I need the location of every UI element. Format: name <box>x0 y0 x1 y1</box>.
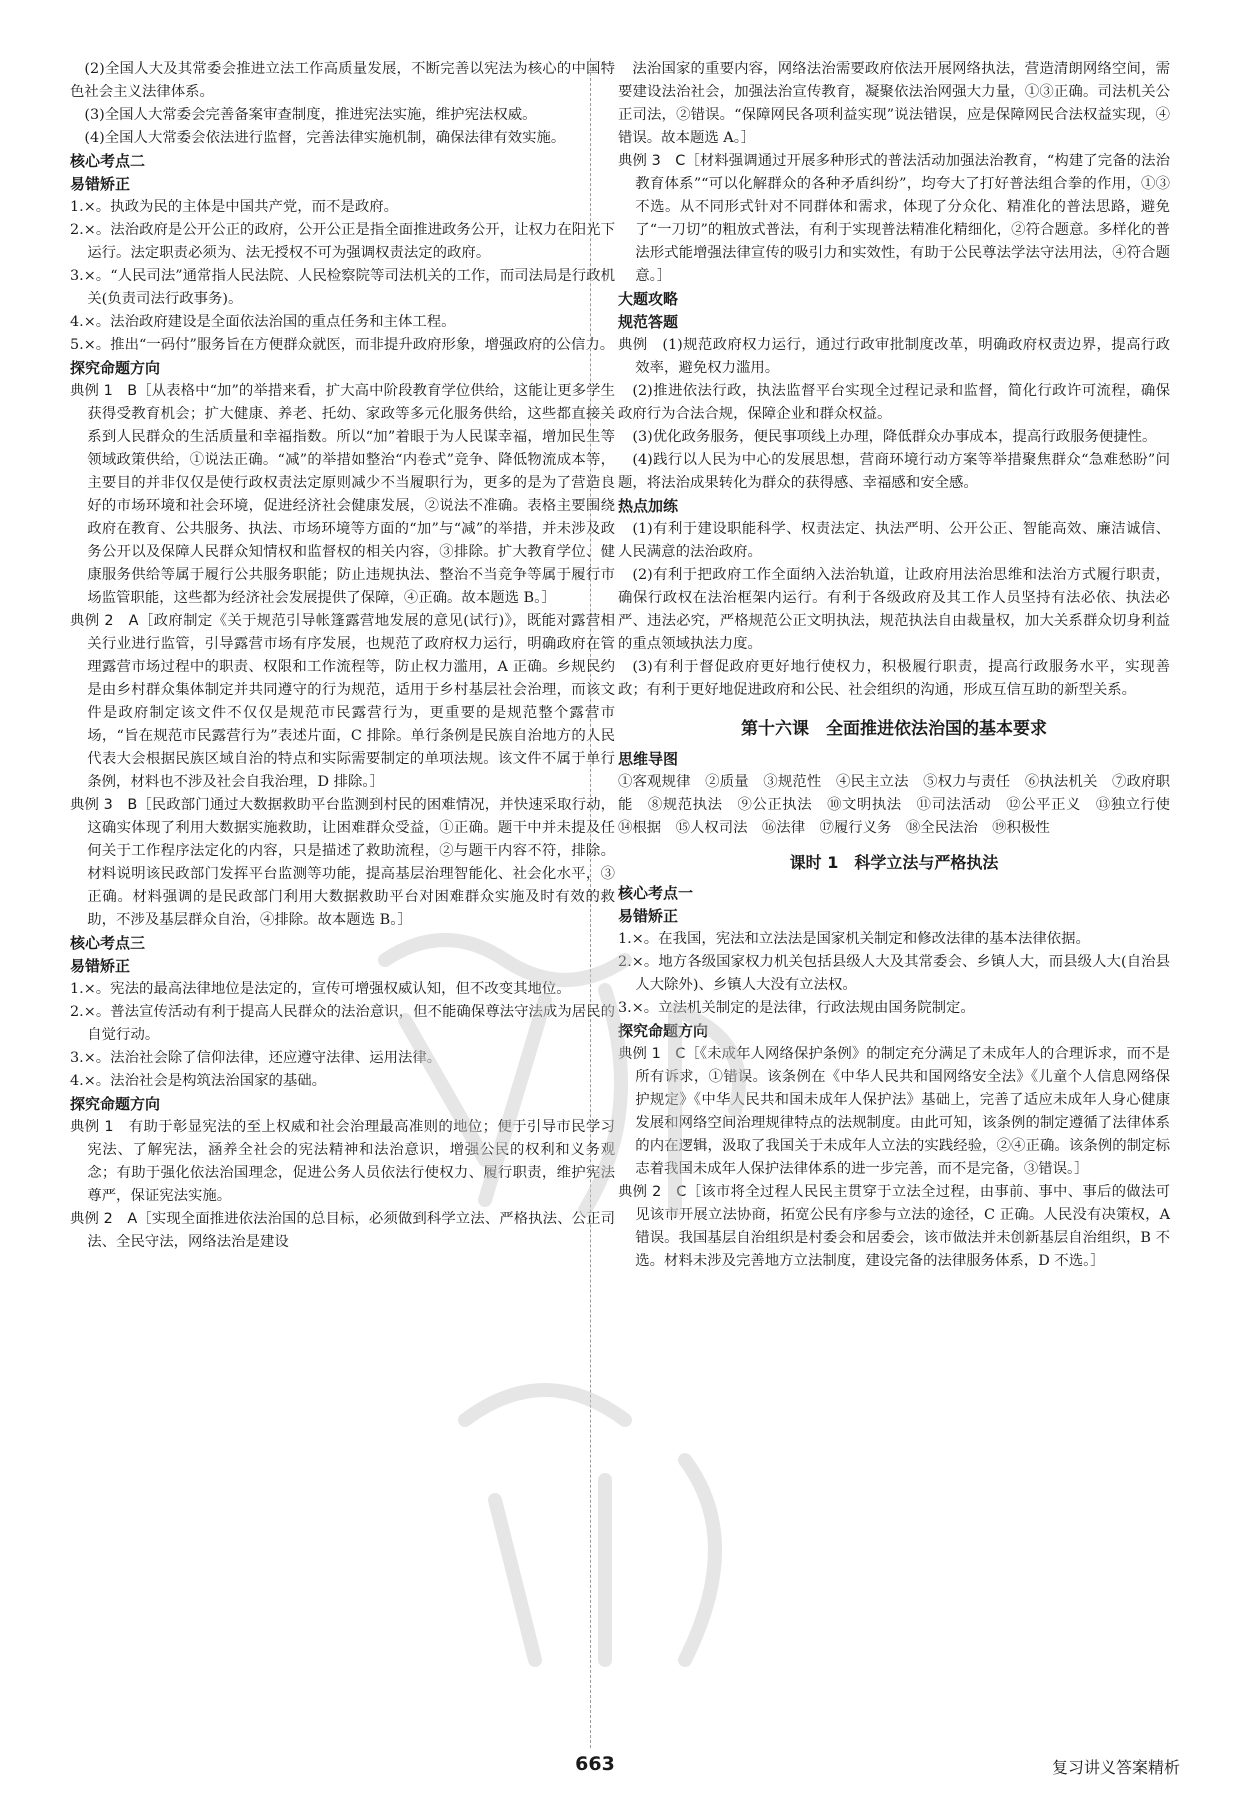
example-text: ［从表格中“加”的举措来看，扩大高中阶段教育学位供给，这能让更多学生获得受教育机会；扩大健康、养老、托幼、家政等多元化服务供给，这些都直接关系到人民群众的生活质量和幸福指数。所以“加”着眼于为人民谋幸福，增加民生等领域政策供给，①说法正确。“减”的举措如整治“内卷式”竞争、降低物流成本等，主要目的并非仅仅是使行政权责法定原则减少不当履职行为，更多的是为了营造良好的市场环境和社会环境，促进经济社会健康发展，②说法不准确。表格主要围绕政府在教育、公共服务、执法、市场环境等方面的“加”与“减”的举措，并未涉及政务公开以及保障人民群众知情权和监督权的相关内容，③排除。扩大教育学位、健康服务供给等属于履行公共服务职能；防止违规执法、整治不当竞争等属于履行市场监管职能，这些都为经济社会发展提供了保障，④正确。故本题选 B。］ <box>87 383 616 606</box>
example-text: ［该市将全过程人民民主贯穿于立法全过程，由事前、事中、事后的做法可见该市开展立法协商，拓宽公民有序参与立法的途径，C 正确。人民没有决策权，A 错误。我国基层自治组织是村委会和居委会，该市做法并未创新基层自治组织，B 不选。材料未涉及完善地方立法制度，建设完备的法律服务体系，D 不选。］ <box>635 1184 1170 1269</box>
list-item: 3.×。立法机关制定的是法律，行政法规由国务院制定。 <box>618 1000 975 1016</box>
example-text: ［政府制定《关于规范引导帐篷露营地发展的意见(试行)》，既能对露营相关行业进行监管，引导露营市场有序发展，也规范了政府权力运行，明确政府在管理露营市场过程中的职责、权限和工作流程等，防止权力滥用，A 正确。乡规民约是由乡村群众集体制定并共同遵守的行为规范，适用于乡村基层社会治理，而该文件是政府制定该文件不仅仅是规范市民露营行为，更重要的是规范整个露营市场，“旨在规范市民露营行为”表述片面，C 排除。单行条例是民族自治地方的人民代表大会根据民族区域自治的特点和实际需要制定的单项法规。该文件不属于单行条例，材料也不涉及社会自我治理，D 排除。］ <box>87 613 616 790</box>
list-item: 2.×。法治政府是公开公正的政府，公开公正是指全面推进政务公开，让权力在阳光下运行。法定职责必须为、法无授权不可为强调权责法定的政府。 <box>70 222 615 261</box>
list-item: 2.×。普法宣传活动有利于提高人民群众的法治意识，但不能确保尊法守法成为居民的自觉行动。 <box>70 1004 615 1043</box>
example-label: 典例 2 A <box>70 1211 138 1227</box>
right-column <box>618 58 1185 1273</box>
example-label: 典例 1 C <box>618 1046 686 1062</box>
section-heading: 核心考点一 <box>618 884 694 902</box>
example-label: 典例 2 A <box>70 613 139 629</box>
paragraph: (2)全国人大及其常委会推进立法工作高质量发展，不断完善以宪法为核心的中国特色社会主义法律体系。 <box>70 61 615 100</box>
subsection-heading: 探究命题方向 <box>618 1022 709 1040</box>
example-answer <box>70 380 615 610</box>
subsection-heading: 易错矫正 <box>618 907 679 925</box>
mind-map-answers: ①客观规律 ②质量 ③规范性 ④民主立法 ⑤权力与责任 ⑥执法机关 ⑦政府职能 ⑧规范执法 ⑨公正执法 ⑩文明执法 ⑪司法活动 ⑫公平正义 ⑬独立行使 ⑭根据 ⑮人权司法 ⑯法律 ⑰履行义务 ⑱全民法治 ⑲积极性 <box>618 774 1185 836</box>
section-heading: 核心考点二 <box>70 152 146 170</box>
example-label: 典例 2 C <box>618 1184 687 1200</box>
list-item: 4.×。法治政府建设是全面依法治国的重点任务和主体工程。 <box>70 314 456 330</box>
example-answer <box>618 334 1170 380</box>
paragraph: (1)有利于建设职能科学、权责法定、执法严明、公开公正、智能高效、廉洁诚信、人民满意的法治政府。 <box>618 521 1170 560</box>
example-text: ［实现全面推进依法治国的总目标，必须做到科学立法、严格执法、公正司法、全民守法，网络法治是建设 <box>87 1211 615 1250</box>
example-text: 有助于彰显宪法的至上权威和社会治理最高准则的地位；便于引导市民学习宪法、了解宪法，涵养全社会的宪法精神和法治意识，增强公民的权利和义务观念；有助于强化依法治国理念，促进公务人员依法行使权力、履行职责，维护宪法尊严，保证宪法实施。 <box>87 1119 615 1204</box>
paragraph: (2)推进依法行政，执法监督平台实现全过程记录和监督，简化行政许可流程，确保政府行为合法合规，保障企业和群众权益。 <box>618 383 1170 422</box>
list-item: 5.×。推出“一码付”服务旨在方便群众就医，而非提升政府形象，增强政府的公信力。 <box>70 337 615 353</box>
subsection-heading: 易错矫正 <box>70 175 131 193</box>
example-answer <box>618 1181 1170 1273</box>
example-label: 典例 1 <box>70 1119 114 1135</box>
list-item: 3.×。“人民司法”通常指人民法院、人民检察院等司法机关的工作，而司法局是行政机关(负责司法行政事务)。 <box>70 268 615 307</box>
example-label: 典例 <box>618 337 648 353</box>
example-label: 典例 3 C <box>618 153 686 169</box>
subsection-heading: 易错矫正 <box>70 957 131 975</box>
example-text: ［材料强调通过开展多种形式的普法活动加强法治教育，“构建了完备的法治教育体系”“可以化解群众的各种矛盾纠纷”，均夸大了打好普法组合拳的作用，①③不选。从不同形式针对不同群体和需求，体现了分众化、精准化的普法思路，避免了“一刀切”的粗放式普法，有利于实现普法精准化精细化，②符合题意。多样化的普法形式能增强法律宣传的吸引力和实效性，有助于公民尊法学法守法用法，④符合题意。］ <box>635 153 1170 284</box>
list-item: 1.×。宪法的最高法律地位是法定的，宣传可增强权威认知，但不改变其地位。 <box>70 981 571 997</box>
paragraph: 法治国家的重要内容，网络法治需要政府依法开展网络执法，营造清朗网络空间，需要建设法治社会，加强法治宣传教育，凝聚依法治网强大力量，①③正确。司法机关公正司法，②错误。“保障网民各项利益实现”说法错误，应是保障网民合法权益实现，④错误。故本题选 A。］ <box>618 61 1170 146</box>
paragraph: (3)全国人大常委会完善备案审查制度，推进宪法实施，维护宪法权威。 <box>84 107 537 123</box>
footer-book-title: 复习讲义答案精析 <box>1051 1758 1180 1777</box>
list-item: 1.×。执政为民的主体是中国共产党，而不是政府。 <box>70 199 398 215</box>
left-column <box>70 58 615 1254</box>
subsection-heading: 探究命题方向 <box>70 359 161 377</box>
paragraph: (3)有利于督促政府更好地行使权力，积极履行职责，提高行政服务水平，实现善政；有利于更好地促进政府和公民、社会组织的沟通，形成互信互助的新型关系。 <box>618 659 1170 698</box>
paragraph: (4)践行以人民为中心的发展思想，营商环境行动方案等举措聚焦群众“急难愁盼”问题，将法治成果转化为群众的获得感、幸福感和安全感。 <box>618 452 1170 491</box>
paragraph: (2)有利于把政府工作全面纳入法治轨道，让政府用法治思维和法治方式履行职责，确保行政权在法治框架内运行。有利于各级政府及其工作人员坚持有法必依、执法必严、违法必究，严格规范公正文明执法，规范执法自由裁量权，加大关系群众切身利益的重点领域执法力度。 <box>618 567 1170 652</box>
list-item: 3.×。法治社会除了信仰法律，还应遵守法律、运用法律。 <box>70 1050 442 1066</box>
subsection-heading: 思维导图 <box>618 750 679 768</box>
lesson-title: 第十六课 全面推进依法治国的基本要求 <box>741 719 1047 739</box>
list-item: 4.×。法治社会是构筑法治国家的基础。 <box>70 1073 327 1089</box>
example-answer <box>70 610 615 794</box>
list-item: 1.×。在我国，宪法和立法法是国家机关制定和修改法律的基本法律依据。 <box>618 931 1090 947</box>
example-answer <box>70 1208 615 1254</box>
example-answer <box>70 1116 615 1208</box>
period-title: 课时 1 科学立法与严格执法 <box>789 853 999 872</box>
page-number: 663 <box>575 1753 615 1775</box>
list-item: 2.×。地方各级国家权力机关包括县级人大及其常委会、乡镇人大，而县级人大(自治县人大除外)、乡镇人大没有立法权。 <box>618 954 1170 993</box>
section-heading: 大题攻略 <box>618 290 679 308</box>
example-text: (1)规范政府权力运行，通过行政审批制度改革，明确政府权责边界，提高行政效率，避免权力滥用。 <box>635 337 1170 376</box>
example-answer <box>70 794 615 932</box>
subsection-heading: 探究命题方向 <box>70 1095 161 1113</box>
example-text: ［《未成年人网络保护条例》的制定充分满足了未成年人的合理诉求，而不是所有诉求，①错误。该条例在《中华人民共和国网络安全法》《儿童个人信息网络保护规定》《中华人民共和国未成年人保护法》基础上，完善了适应未成年人身心健康发展和网络空间治理规律特点的法规制度。由此可知，该条例的制定遵循了法律体系的内在逻辑，汲取了我国关于未成年人立法的实践经验，②④正确。该条例的制定标志着我国未成年人保护法律体系的进一步完善，而不是完备，③错误。］ <box>635 1046 1171 1177</box>
example-text: ［民政部门通过大数据救助平台监测到村民的困难情况，并快速采取行动，这确实体现了利用大数据实施救助，让困难群众受益，①正确。题干中并未提及任何关于工作程序法定化的内容，只是描述了救助流程，②与题干内容不符，排除。材料说明该民政部门发挥平台监测等功能，提高基层治理智能化、社会化水平，③正确。材料强调的是民政部门利用大数据救助平台对困难群众实施及时有效的救助，不涉及基层群众自治，④排除。故本题选 B。］ <box>87 797 615 928</box>
example-label: 典例 1 B <box>70 383 138 399</box>
example-answer <box>618 1043 1170 1181</box>
subsection-heading: 热点加练 <box>618 497 679 515</box>
example-answer <box>618 150 1170 288</box>
example-label: 典例 3 B <box>70 797 138 813</box>
paragraph: (4)全国人大常委会依法进行监督，完善法律实施机制，确保法律有效实施。 <box>84 130 566 146</box>
section-heading: 核心考点三 <box>70 934 146 952</box>
subsection-heading: 规范答题 <box>618 313 679 331</box>
paragraph: (3)优化政务服务，便民事项线上办理，降低群众办事成本，提高行政服务便捷性。 <box>632 429 1157 445</box>
